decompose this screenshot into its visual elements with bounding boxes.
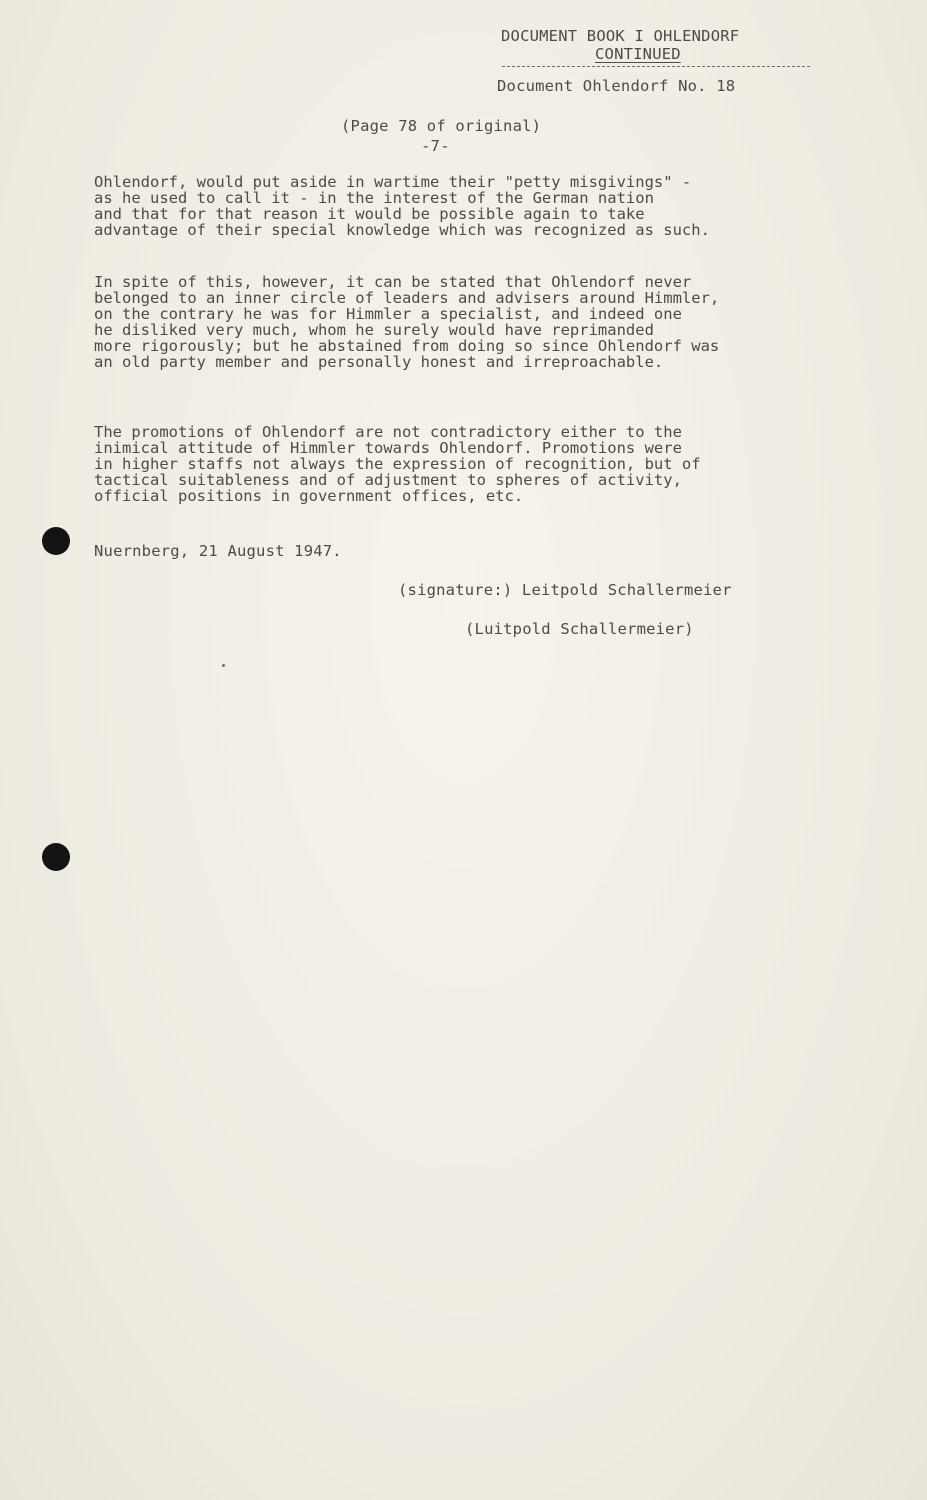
page-number: -7-: [421, 137, 450, 155]
place-and-date: Nuernberg, 21 August 1947.: [94, 542, 342, 560]
paragraph-2: In spite of this, however, it can be stated that Ohlendorf never belonged to an inner circle of leaders and advisers around Himmler, on the contrary he was for Himmler a specialist, and indeed one he disliked very much, whom he surely would have reprimanded more rigorously; but he abstained from doing so since Ohlendorf was an old party member and personally honest and irreproachable.: [94, 273, 720, 371]
signature-line: (signature:) Leitpold Schallermeier: [398, 581, 732, 599]
heading-divider: [502, 66, 810, 67]
signatory-name: (Luitpold Schallermeier): [465, 620, 694, 638]
document-book-heading: DOCUMENT BOOK I OHLENDORF: [501, 27, 740, 45]
paper-speck: [222, 664, 225, 667]
punch-hole-top: [42, 527, 70, 555]
continued-heading: CONTINUED: [595, 45, 681, 63]
original-page-reference: (Page 78 of original): [341, 117, 542, 135]
document-number: Document Ohlendorf No. 18: [497, 77, 736, 95]
punch-hole-bottom: [42, 843, 70, 871]
paragraph-3: The promotions of Ohlendorf are not contradictory either to the inimical attitude of Himmler towards Ohlendorf. Promotions were in higher staffs not always the expression of recognition, but of tactical suitableness and of adjustment to spheres of activity, official positions in government offices, etc.: [94, 423, 701, 505]
paragraph-1: Ohlendorf, would put aside in wartime their "petty misgivings" - as he used to call it - in the interest of the German nation and that for that reason it would be possible again to take advantage of their special knowledge which was recognized as such.: [94, 173, 710, 239]
